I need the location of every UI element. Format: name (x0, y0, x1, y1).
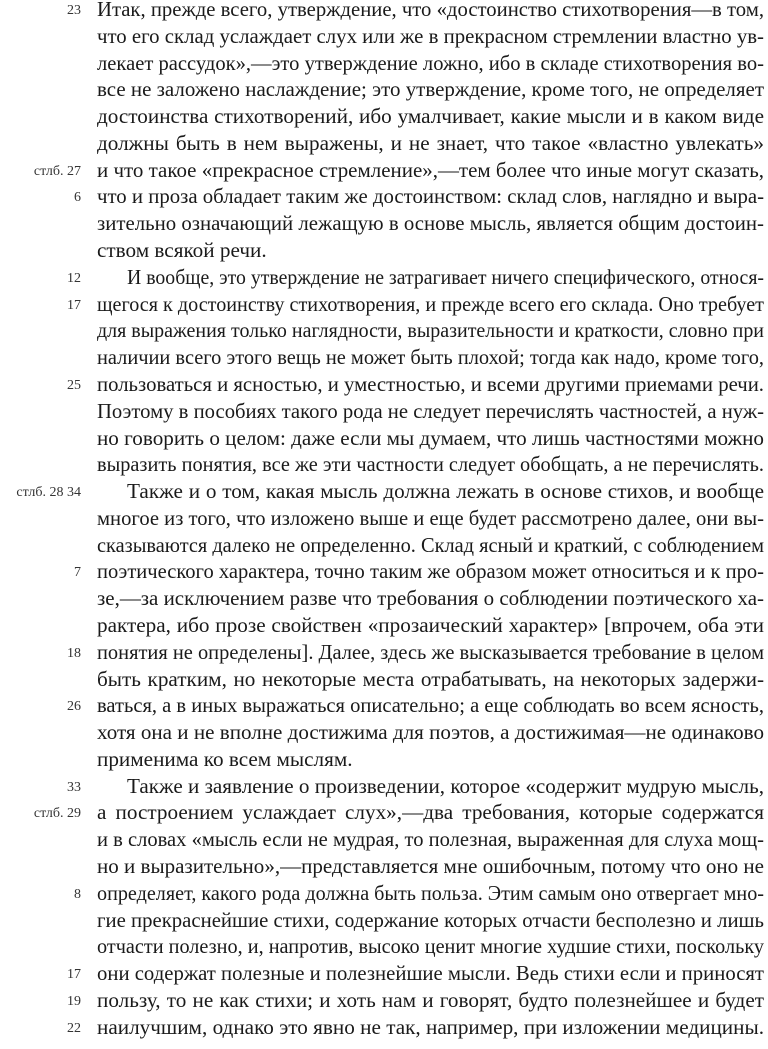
text-line (0, 317, 768, 344)
line-text: ваться, а в иных выражаться описательно; а еще соблюдать во всем ясность, (97, 693, 764, 718)
margin-number: 23 (67, 3, 81, 18)
line-text: хотя она и не вполне достижима для поэтов, а достижимая—не одинаково (97, 720, 764, 745)
line-text: применима ко всем мыслям. (97, 746, 353, 771)
text-line (0, 933, 768, 960)
text-line (0, 960, 768, 987)
text-line (0, 371, 768, 398)
line-text: понятия не определены]. Далее, здесь же высказывается требование в целом (97, 639, 764, 664)
margin-number: 8 (74, 886, 81, 902)
text-line (0, 103, 768, 130)
margin-number: 18 (67, 645, 81, 661)
text-line (0, 639, 768, 666)
margin-number: 7 (74, 565, 81, 581)
margin-number: стлб. 28 34 (16, 485, 81, 501)
line-text: пользу, то не как стихи; и хоть нам и говорят, будто полезнейшее и будет (97, 987, 764, 1012)
text-line (0, 23, 768, 50)
line-text: многое из того, что изложено выше и еще будет рассмотрено далее, они вы- (97, 505, 764, 530)
text-line (0, 398, 768, 425)
line-text: что и проза обладает таким же достоинством: склад слов, наглядно и выра- (97, 184, 764, 209)
line-text: определяет, какого рода должна быть польза. Этим самым оно отвергает мно- (97, 880, 764, 905)
text-line (0, 853, 768, 880)
text-line (0, 826, 768, 853)
margin-number: стлб. 29 (33, 806, 81, 822)
text-line (0, 291, 768, 318)
text-line (0, 210, 768, 237)
line-text: Поэтому в пособиях такого рода не следует перечислять частностей, а нуж- (97, 398, 764, 423)
line-text: И вообще, это утверждение не затрагивает ничего специфического, относя- (127, 264, 764, 289)
line-text: должны быть в нем выражены, и не знает, что такое «властно увлекать» (97, 130, 764, 155)
text-line (0, 130, 768, 157)
line-text: но говорить о целом: даже если мы думаем, что лишь частностями можно (97, 425, 764, 450)
line-text: и в словах «мысль если не мудрая, то полезная, выраженная для слуха мощ- (97, 827, 764, 852)
text-line (0, 692, 768, 719)
text-line (0, 478, 768, 505)
line-text: наличии всего этого вещь не может быть плохой; тогда как надо, кроме того, (97, 345, 764, 370)
margin-number: 17 (67, 967, 81, 983)
text-line (0, 612, 768, 639)
text-line (0, 666, 768, 693)
margin-number: 26 (67, 699, 81, 715)
text-line (0, 76, 768, 103)
line-text: пользоваться и ясностью, и уместностью, и всеми другими приемами речи. (97, 371, 764, 396)
line-text: но и выразительно»,—представляется мне ошибочным, потому что оно не (97, 854, 764, 878)
margin-number: 12 (67, 270, 81, 286)
line-text: что его склад услаждает слух или же в прекрасном стремлении властно ув- (97, 23, 764, 48)
line-text: гие прекраснейшие стихи, содержание которых отчасти бесполезно и лишь (97, 907, 764, 932)
text-line (0, 183, 768, 210)
line-text: щегося к достоинству стихотворения, и прежде всего его склада. Оно требует (97, 291, 764, 316)
text-line (0, 50, 768, 77)
line-text: и что такое «прекрасное стремление»,—тем более что иные могут сказать, (97, 157, 764, 182)
line-text: отчасти полезно, и, напротив, высоко ценит многие худшие стихи, поскольку (97, 934, 764, 959)
text-line (0, 558, 768, 585)
text-line (0, 880, 768, 907)
text-line (0, 237, 768, 264)
line-text: выразить понятия, все же эти частности следует обобщать, а не перечислять. (97, 452, 764, 477)
line-text: наилучшим, однако это явно не так, например, при изложении медицины. (97, 1014, 764, 1039)
text-line (0, 344, 768, 371)
text-line (0, 425, 768, 452)
text-line (0, 264, 768, 291)
margin-number: 33 (67, 779, 81, 795)
margin-number: 19 (67, 993, 81, 1009)
margin-number: 6 (74, 190, 81, 206)
text-line (0, 719, 768, 746)
text-line (0, 1014, 768, 1041)
text-line (0, 585, 768, 612)
margin-number: 22 (67, 1020, 81, 1036)
text-line (0, 746, 768, 773)
line-text: достоинства стихотворений, ибо умалчивает, какие мысли и в каком виде (97, 104, 764, 129)
line-text: ством всякой речи. (97, 238, 267, 263)
text-line (0, 451, 768, 478)
text-line (0, 799, 768, 826)
line-text: Также и о том, какая мысль должна лежать в основе стихов, и вообще (127, 479, 764, 504)
line-text: Итак, прежде всего, утверждение, что «достоинство стихотворения—в том, (97, 0, 764, 21)
text-line (0, 157, 768, 184)
margin-number: 17 (67, 297, 81, 313)
text-line (0, 505, 768, 532)
text-line (0, 532, 768, 559)
line-text: лекает рассудок»,—это утверждение ложно, ибо в складе стихотворения во- (97, 50, 764, 75)
text-line (0, 907, 768, 934)
text-line (0, 0, 768, 23)
line-text: быть кратким, но некоторые места отрабатывать, на некоторых задержи- (97, 666, 764, 691)
line-text: а построением услаждает слух»,—два требования, которые содержатся (97, 800, 764, 825)
line-text: для выражения только наглядности, выразительности и краткости, словно при (97, 318, 764, 343)
text-line (0, 987, 768, 1014)
line-text: рактера, ибо прозе свойствен «прозаический характер» [впрочем, оба эти (97, 612, 764, 637)
line-text: зительно означающий лежащую в основе мысль, является общим достоин- (97, 211, 764, 236)
margin-number: стлб. 27 (33, 163, 81, 179)
line-text: зе,—за исключением разве что требования о соблюдении поэтического ха- (97, 586, 764, 611)
line-text: все не заложено наслаждение; это утверждение, кроме того, не определяет (97, 77, 764, 102)
text-line (0, 773, 768, 800)
line-text: сказываются далеко не определенно. Склад ясный и краткий, с соблюдением (97, 532, 764, 557)
margin-number: 25 (67, 377, 81, 393)
line-text: поэтического характера, точно таким же образом может относиться и к про- (97, 559, 764, 584)
line-text: Также и заявление о произведении, которое «содержит мудрую мысль, (127, 773, 764, 798)
line-text: они содержат полезные и полезнейшие мысли. Ведь стихи если и приносят (97, 961, 764, 986)
